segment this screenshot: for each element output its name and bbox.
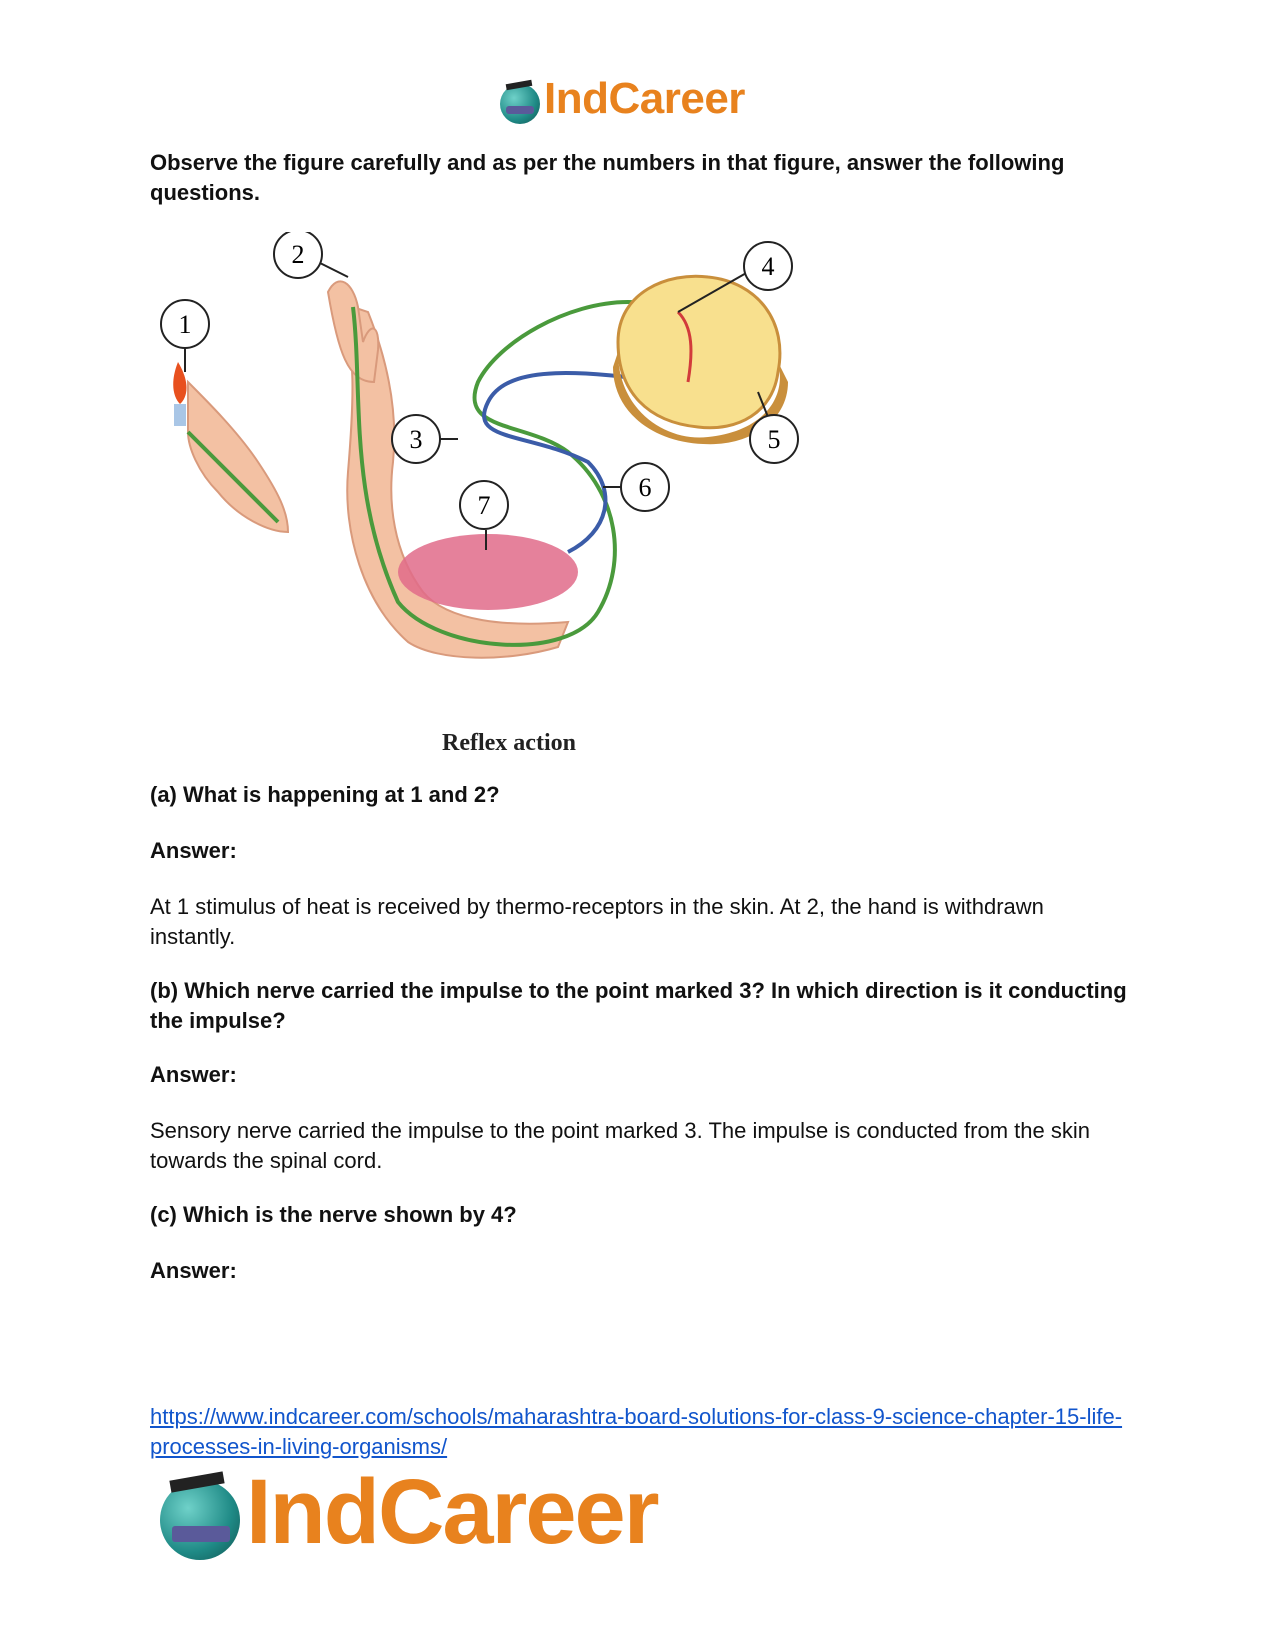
answer-label-a: Answer: (150, 838, 237, 863)
answer-label-c: Answer: (150, 1258, 237, 1283)
question-a: (a) What is happening at 1 and 2? (150, 782, 500, 807)
svg-text:6: 6 (638, 473, 652, 502)
muscle-shape (398, 534, 578, 610)
answer-a: At 1 stimulus of heat is received by thermo-receptors in the skin. At 2, the hand is withdrawn instantly. (150, 894, 1044, 949)
callout-6 (603, 463, 669, 511)
header-logo (500, 74, 790, 130)
callout-1 (161, 300, 209, 372)
book-icon (506, 106, 534, 114)
answer-label-b: Answer: (150, 1062, 237, 1087)
svg-text:3: 3 (409, 425, 423, 454)
figure-caption: Reflex action (442, 730, 576, 756)
svg-text:7: 7 (477, 491, 491, 520)
svg-text:1: 1 (178, 310, 192, 339)
footer-logo (160, 1461, 700, 1570)
svg-text:4: 4 (761, 252, 775, 281)
question-b: (b) Which nerve carried the impulse to the point marked 3? In which direction is it conducting the impulse? (150, 978, 1127, 1033)
svg-text:2: 2 (291, 240, 305, 269)
answer-b: Sensory nerve carried the impulse to the point marked 3. The impulse is conducted from the skin towards the spinal cord. (150, 1118, 1090, 1173)
candle-icon (174, 404, 186, 426)
question-c: (c) Which is the nerve shown by 4? (150, 1202, 517, 1227)
svg-text:5: 5 (767, 425, 781, 454)
callout-3 (392, 415, 458, 463)
source-link[interactable]: https://www.indcareer.com/schools/maharashtra-board-solutions-for-class-9-science-chapter-15-life-processes-in-living-organisms/ (150, 1404, 1123, 1459)
callout-2 (274, 232, 348, 278)
logo-text: IndCareer (544, 74, 745, 123)
logo-text: IndCareer (246, 1461, 658, 1563)
book-icon (172, 1526, 230, 1542)
intro-text: Observe the figure carefully and as per the numbers in that figure, answer the following questions. (150, 150, 1065, 205)
reflex-action-figure (148, 232, 848, 717)
